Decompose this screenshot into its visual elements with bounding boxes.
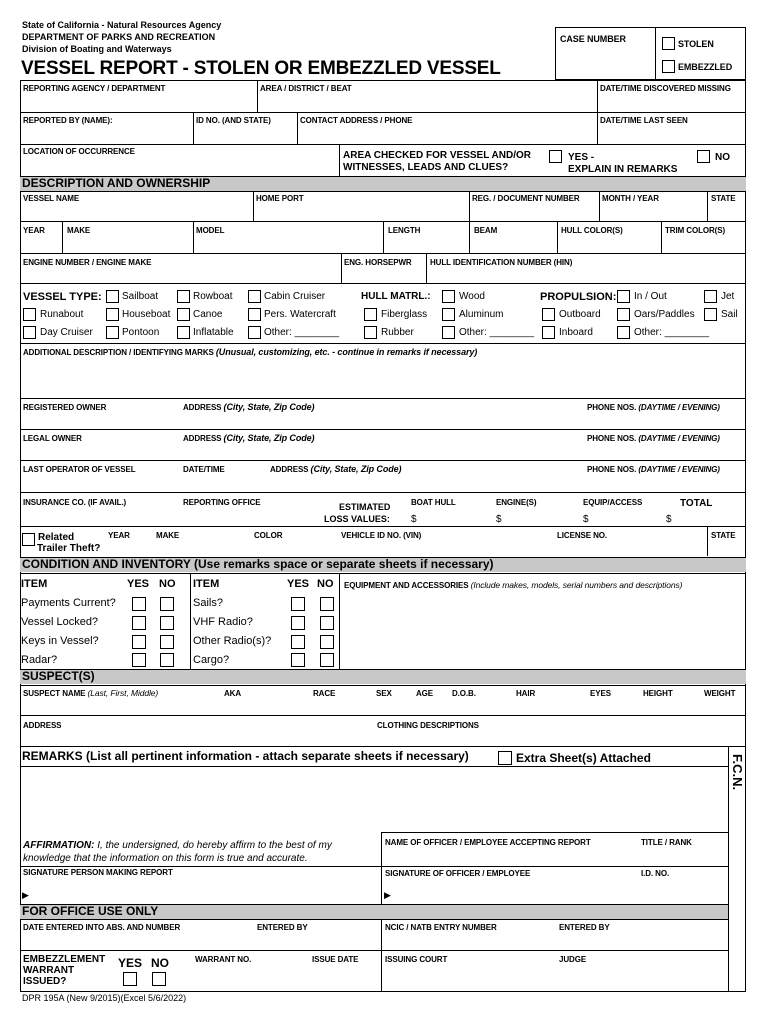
sex-label: SEX [376,689,392,698]
make-label: MAKE [67,226,91,235]
houseboat-label: Houseboat [122,309,171,320]
signature-person-arrow: ▶ [22,890,29,900]
rubber-checkbox[interactable] [364,326,377,339]
left-yes-header: YES [127,578,150,590]
officer-name-label: NAME OF OFFICER / EMPLOYEE ACCEPTING REPORT [385,838,591,847]
last-operator-label: LAST OPERATOR OF VESSEL [23,465,136,474]
last-operator-phone-label: PHONE NOS. (DAYTIME / EVENING) [587,465,720,474]
fiberglass-checkbox[interactable] [364,308,377,321]
type-other-checkbox[interactable] [248,326,261,339]
vhf-radio-no-checkbox[interactable] [320,616,334,630]
trailer-state-label: STATE [711,531,736,540]
wood-checkbox[interactable] [442,290,455,303]
date-last-seen-label: DATE/TIME LAST SEEN [600,116,688,125]
registered-owner-address-label: ADDRESS (City, State, Zip Code) [183,402,315,412]
engine-number-label: ENGINE NUMBER / ENGINE MAKE [23,258,152,267]
area-checked-no-checkbox[interactable] [697,150,710,163]
aluminum-checkbox[interactable] [442,308,455,321]
inflatable-checkbox[interactable] [177,326,190,339]
additional-description-label: ADDITIONAL DESCRIPTION / IDENTIFYING MARKS (Unusual, customizing, etc. - continue in remarks if necessary) [23,347,478,357]
agency-line-3: Division of Boating and Waterways [22,44,172,54]
day-cruiser-checkbox[interactable] [23,326,36,339]
office-section-header: FOR OFFICE USE ONLY [20,904,728,919]
fcn-label: F.C.N. [730,754,745,791]
engines-dollar: $ [496,514,502,525]
in-out-label: In / Out [634,291,667,302]
houseboat-checkbox[interactable] [106,308,119,321]
left-no-header: NO [159,578,176,590]
race-label: RACE [313,689,336,698]
warrant-yes-header: YES [118,956,143,970]
height-label: HEIGHT [643,689,673,698]
last-operator-address-label: ADDRESS (City, State, Zip Code) [270,464,402,474]
canoe-label: Canoe [193,309,223,320]
area-checked-line-1: AREA CHECKED FOR VESSEL AND/OR [343,150,531,161]
description-section-header: DESCRIPTION AND OWNERSHIP [20,176,746,191]
rowboat-label: Rowboat [193,291,233,302]
pers-watercraft-checkbox[interactable] [248,308,261,321]
hull-other-checkbox[interactable] [442,326,455,339]
cabin-cruiser-checkbox[interactable] [248,290,261,303]
stolen-label: STOLEN [678,39,714,49]
hair-label: HAIR [516,689,536,698]
age-label: AGE [416,689,434,698]
other-radios-label: Other Radio(s)? [193,635,272,647]
radar-no-checkbox[interactable] [160,653,174,667]
id-no-label: ID NO. (AND STATE) [196,116,271,125]
runabout-checkbox[interactable] [23,308,36,321]
aka-label: AKA [224,689,242,698]
condition-section-header: CONDITION AND INVENTORY (Use remarks space or separate sheets if necessary) [20,557,746,572]
issue-date-label: ISSUE DATE [312,955,359,964]
oars-paddles-label: Oars/Paddles [634,309,695,320]
eyes-label: EYES [590,689,611,698]
inflatable-label: Inflatable [193,327,234,338]
rowboat-checkbox[interactable] [177,290,190,303]
sailboat-checkbox[interactable] [106,290,119,303]
signature-officer-arrow: ▶ [384,890,391,900]
date-discovered-label: DATE/TIME DISCOVERED MISSING [600,84,731,93]
radar-yes-checkbox[interactable] [132,653,146,667]
eng-horsepower-label: ENG. HORSEPWR [344,258,412,267]
explain-in-remarks-label: EXPLAIN IN REMARKS [568,164,678,175]
area-checked-line-2: WITNESSES, LEADS AND CLUES? [343,162,509,173]
location-label: LOCATION OF OCCURRENCE [23,147,135,156]
reporting-office-label: REPORTING OFFICE [183,498,261,507]
month-year-label: MONTH / YEAR [602,194,659,203]
embezzlement-label-3: ISSUED? [23,976,67,987]
inboard-checkbox[interactable] [542,326,555,339]
insurance-label: INSURANCE CO. (IF AVAIL.) [23,498,127,507]
oars-paddles-checkbox[interactable] [617,308,630,321]
fcn-column [728,746,746,992]
keys-in-vessel-label: Keys in Vessel? [21,635,99,647]
outboard-label: Outboard [559,309,601,320]
propulsion-other-checkbox[interactable] [617,326,630,339]
legal-owner-address-label: ADDRESS (City, State, Zip Code) [183,433,315,443]
signature-officer-label: SIGNATURE OF OFFICER / EMPLOYEE [385,869,531,878]
other-radios-no-checkbox[interactable] [320,635,334,649]
date-entered-label: DATE ENTERED INTO ABS. AND NUMBER [23,923,181,932]
sail-checkbox[interactable] [704,308,717,321]
affirmation-text: AFFIRMATION: I, the undersigned, do hereby affirm to the best of my [23,840,332,851]
sailboat-label: Sailboat [122,291,159,302]
form-id-footer: DPR 195A (New 9/2015)(Excel 5/6/2022) [22,993,187,1003]
payments-current-label: Payments Current? [21,597,116,609]
pers-watercraft-label: Pers. Watercraft [264,309,336,320]
other-radios-yes-checkbox[interactable] [291,635,305,649]
agency-line-2: DEPARTMENT OF PARKS AND RECREATION [22,32,216,42]
extra-sheets-label: Extra Sheet(s) Attached [516,751,651,765]
clothing-label: CLOTHING DESCRIPTIONS [377,721,479,730]
sails-yes-checkbox[interactable] [291,597,305,611]
form-title: VESSEL REPORT - STOLEN OR EMBEZZLED VESSEL [21,58,501,79]
vessel-locked-no-checkbox[interactable] [160,616,174,630]
extra-sheets-checkbox[interactable] [498,751,512,765]
wood-label: Wood [459,291,485,302]
sails-label: Sails? [193,597,223,609]
length-label: LENGTH [388,226,421,235]
propulsion-other-label: Other: ________ [634,327,710,338]
total-label: TOTAL [680,498,713,509]
vessel-locked-yes-checkbox[interactable] [132,616,146,630]
cargo-yes-checkbox[interactable] [291,653,305,667]
home-port-label: HOME PORT [256,194,304,203]
issuing-court-label: ISSUING COURT [385,955,448,964]
hull-color-label: HULL COLOR(S) [561,226,623,235]
radar-label: Radar? [21,654,58,666]
last-operator-date-label: DATE/TIME [183,465,225,474]
year-label: YEAR [23,226,45,235]
hull-material-label: HULL MATRL.: [361,291,431,302]
vhf-radio-label: VHF Radio? [193,616,253,628]
jet-label: Jet [721,291,735,302]
trailer-make-label: MAKE [156,531,180,540]
dob-label: D.O.B. [452,689,476,698]
beam-label: BEAM [474,226,498,235]
entered-by-2-label: ENTERED BY [559,923,610,932]
sail-label: Sail [721,309,738,320]
stolen-checkbox[interactable] [662,37,675,50]
weight-label: WEIGHT [704,689,736,698]
suspect-name-label: SUSPECT NAME (Last, First, Middle) [23,688,159,698]
canoe-checkbox[interactable] [177,308,190,321]
suspect-address-label: ADDRESS [23,721,62,730]
vin-label: VEHICLE ID NO. (VIN) [341,531,422,540]
area-checked-no-label: NO [715,152,730,163]
keys-in-vessel-no-checkbox[interactable] [160,635,174,649]
boat-hull-label: BOAT HULL [411,498,456,507]
area-checked-yes-checkbox[interactable] [549,150,562,163]
cargo-label: Cargo? [193,654,230,666]
fiberglass-label: Fiberglass [381,309,428,320]
engines-label: ENGINE(S) [496,498,537,507]
reported-by-label: REPORTED BY (NAME): [23,116,113,125]
payments-current-yes-checkbox[interactable] [132,597,146,611]
pontoon-label: Pontoon [122,327,160,338]
payments-current-no-checkbox[interactable] [160,597,174,611]
contact-address-label: CONTACT ADDRESS / PHONE [300,116,413,125]
judge-label: JUDGE [559,955,587,964]
trim-color-label: TRIM COLOR(S) [665,226,726,235]
agency-line-1: State of California - Natural Resources Agency [22,20,222,30]
title-rank-label: TITLE / RANK [641,838,692,847]
boat-hull-dollar: $ [411,514,417,525]
legal-owner-phone-label: PHONE NOS. (DAYTIME / EVENING) [587,434,720,443]
equipment-label: EQUIPMENT AND ACCESSORIES (Include makes, models, serial numbers and descriptions) [344,580,683,590]
ncic-label: NCIC / NATB ENTRY NUMBER [385,923,497,932]
reporting-agency-label: REPORTING AGENCY / DEPARTMENT [23,84,166,93]
equip-access-label: EQUIP/ACCESS [583,498,643,507]
signature-person-label: SIGNATURE PERSON MAKING REPORT [23,868,173,877]
state-label: STATE [711,194,736,203]
affirmation-text-2: knowledge that the information on this form is true and accurate. [23,853,308,864]
trailer-color-label: COLOR [254,531,283,540]
embezzlement-label-1: EMBEZZLEMENT [23,954,106,965]
legal-owner-label: LEGAL OWNER [23,434,82,443]
sails-no-checkbox[interactable] [320,597,334,611]
registered-owner-label: REGISTERED OWNER [23,403,107,412]
related-trailer-theft-checkbox[interactable] [22,533,35,546]
type-other-label: Other: ________ [264,327,340,338]
right-no-header: NO [317,578,334,590]
model-label: MODEL [196,226,225,235]
vessel-type-label: VESSEL TYPE: [23,291,102,303]
loss-values-label: LOSS VALUES: [324,514,390,524]
outboard-checkbox[interactable] [542,308,555,321]
entered-by-label: ENTERED BY [257,923,308,932]
case-number-label: CASE NUMBER [560,34,626,44]
officer-id-label: I.D. NO. [641,869,670,878]
runabout-label: Runabout [40,309,84,320]
vessel-locked-label: Vessel Locked? [21,616,99,628]
estimated-label: ESTIMATED [339,502,391,512]
right-yes-header: YES [287,578,310,590]
cargo-no-checkbox[interactable] [320,653,334,667]
keys-in-vessel-yes-checkbox[interactable] [132,635,146,649]
embezzlement-label-2: WARRANT [23,965,75,976]
pontoon-checkbox[interactable] [106,326,119,339]
propulsion-label: PROPULSION: [540,291,617,303]
remarks-title: REMARKS (List all pertinent information - attach separate sheets if necessary) [22,749,469,763]
day-cruiser-label: Day Cruiser [40,327,93,338]
equip-access-dollar: $ [583,514,589,525]
embezzled-checkbox[interactable] [662,60,675,73]
registered-owner-phone-label: PHONE NOS. (DAYTIME / EVENING) [587,403,720,412]
hin-label: HULL IDENTIFICATION NUMBER (HIN) [430,258,573,267]
area-district-label: AREA / DISTRICT / BEAT [260,84,352,93]
total-dollar: $ [666,514,672,525]
suspects-section-header: SUSPECT(S) [20,669,746,684]
hull-other-label: Other: ________ [459,327,535,338]
vhf-radio-yes-checkbox[interactable] [291,616,305,630]
right-item-header: ITEM [193,578,220,590]
rubber-label: Rubber [381,327,414,338]
inboard-label: Inboard [559,327,593,338]
warrant-yes-checkbox[interactable] [123,972,137,986]
warrant-no-label: WARRANT NO. [195,955,252,964]
cabin-cruiser-label: Cabin Cruiser [264,291,326,302]
vessel-name-label: VESSEL NAME [23,194,80,203]
trailer-theft-label: Trailer Theft? [37,543,101,554]
area-checked-yes-label: YES - [568,152,595,163]
embezzled-label: EMBEZZLED [678,62,733,72]
aluminum-label: Aluminum [459,309,504,320]
in-out-checkbox[interactable] [617,290,630,303]
warrant-no-header: NO [151,956,169,970]
trailer-year-label: YEAR [108,531,130,540]
license-label: LICENSE NO. [557,531,608,540]
reg-doc-number-label: REG. / DOCUMENT NUMBER [472,194,580,203]
jet-checkbox[interactable] [704,290,717,303]
left-item-header: ITEM [21,578,48,590]
warrant-no-checkbox[interactable] [152,972,166,986]
related-label: Related [38,532,75,543]
